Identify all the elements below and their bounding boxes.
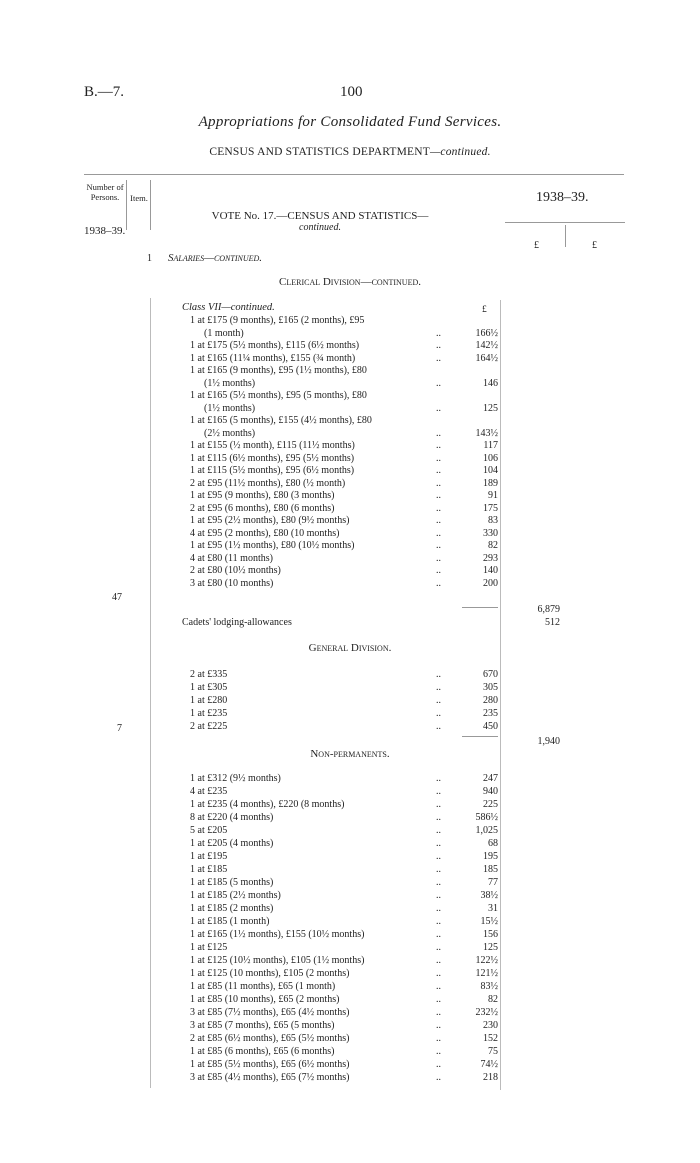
leader-dots: .. xyxy=(436,890,441,901)
row-amount: 195 xyxy=(483,851,498,862)
leader-dots: .. xyxy=(436,1007,441,1018)
leader-dots: .. xyxy=(436,490,441,501)
leader-dots: .. xyxy=(436,1072,441,1083)
row-amount: 293 xyxy=(483,552,498,564)
row-description: 1 at £165 (1½ months), £155 (10½ months) xyxy=(190,929,365,940)
leader-dots: .. xyxy=(436,402,441,414)
leader-dots: .. xyxy=(436,903,441,914)
table-row xyxy=(0,440,700,453)
leader-dots: .. xyxy=(436,695,441,706)
row-amount: 15½ xyxy=(480,916,498,927)
row-description: 1 at £165 (11¼ months), £155 (¾ month) xyxy=(190,352,356,364)
row-description: 1 at £85 (5½ months), £65 (6½ months) xyxy=(190,1059,350,1070)
row-amount: 74½ xyxy=(480,1059,498,1070)
general-heading: General Division. xyxy=(308,642,392,654)
clerical-count: 47 xyxy=(112,592,122,603)
leader-dots: .. xyxy=(436,968,441,979)
item-number: 1 xyxy=(147,253,152,264)
row-description: (1½ months) xyxy=(204,402,256,414)
row-description: 4 at £80 (11 months) xyxy=(190,552,273,564)
header-top-rule xyxy=(84,174,624,175)
row-amount: 142½ xyxy=(475,340,498,351)
row-amount: 940 xyxy=(483,786,498,797)
table-row xyxy=(0,1059,700,1072)
leader-dots: .. xyxy=(436,942,441,953)
general-total: 1,940 xyxy=(537,736,560,747)
row-description: 1 at £95 (9 months), £80 (3 months) xyxy=(190,490,335,501)
row-amount: 38½ xyxy=(480,890,498,901)
row-description: 1 at £312 (9½ months) xyxy=(190,773,281,784)
cadets-label: Cadets' lodging-allowances xyxy=(182,617,292,628)
leader-dots: .. xyxy=(436,527,441,539)
leader-dots: .. xyxy=(436,916,441,927)
leader-dots: .. xyxy=(436,465,441,476)
row-description: 1 at £195 xyxy=(190,851,228,862)
table-row xyxy=(0,890,700,903)
row-description: 1 at £115 (5½ months), £95 (6½ months) xyxy=(190,465,355,476)
row-description: 2 at £335 xyxy=(190,669,228,680)
row-amount: 106 xyxy=(483,452,498,464)
leader-dots: .. xyxy=(436,864,441,875)
row-description: 1 at £165 (5 months), £155 (4½ months), £80 xyxy=(190,415,372,426)
row-description: 1 at £85 (11 months), £65 (1 month) xyxy=(190,981,336,992)
row-amount: 586½ xyxy=(475,812,498,823)
leader-dots: .. xyxy=(436,340,441,351)
table-row xyxy=(0,428,700,441)
row-amount: 218 xyxy=(483,1072,498,1083)
row-description: 1 at £125 (10½ months), £105 (1½ months) xyxy=(190,955,365,966)
leader-dots: .. xyxy=(436,721,441,732)
leader-dots: .. xyxy=(436,377,441,389)
leader-dots: .. xyxy=(436,799,441,810)
leader-dots: .. xyxy=(436,577,441,589)
row-amount: 200 xyxy=(483,577,498,589)
row-amount: 175 xyxy=(483,502,498,514)
leader-dots: .. xyxy=(436,477,441,489)
table-row xyxy=(0,825,700,838)
row-amount: 189 xyxy=(483,477,498,489)
row-description: 1 at £235 xyxy=(190,708,228,719)
clerical-heading: Clerical Division—continued. xyxy=(279,276,421,288)
row-description: 1 at £280 xyxy=(190,695,228,706)
row-amount: 247 xyxy=(483,773,498,784)
row-description: 2 at £95 (6 months), £80 (6 months) xyxy=(190,502,335,514)
row-description: 1 at £95 (2½ months), £80 (9½ months) xyxy=(190,515,350,526)
row-description: 4 at £235 xyxy=(190,786,228,797)
leader-dots: .. xyxy=(436,352,441,364)
leader-dots: .. xyxy=(436,669,441,680)
leader-dots: .. xyxy=(436,565,441,576)
row-description: 1 at £175 (9 months), £165 (2 months), £95 xyxy=(190,315,365,326)
row-amount: 235 xyxy=(483,708,498,719)
leader-dots: .. xyxy=(436,427,441,439)
table-row xyxy=(0,528,700,541)
cadets-total: 512 xyxy=(545,617,560,628)
row-description: 1 at £185 (5 months) xyxy=(190,877,274,888)
row-amount: 156 xyxy=(483,929,498,940)
persons-column-label: Number of Persons. xyxy=(86,182,124,202)
row-amount: 68 xyxy=(488,838,498,849)
row-description: 1 at £95 (1½ months), £80 (10½ months) xyxy=(190,540,355,551)
leader-dots: .. xyxy=(436,452,441,464)
table-row xyxy=(0,390,700,403)
row-amount: 280 xyxy=(483,695,498,706)
table-row xyxy=(0,695,700,708)
year-heading: 1938–39. xyxy=(536,190,589,205)
row-description: 3 at £85 (4½ months), £65 (7½ months) xyxy=(190,1072,350,1083)
table-row xyxy=(0,955,700,968)
table-row xyxy=(0,315,700,328)
leader-dots: .. xyxy=(436,786,441,797)
row-amount: 143½ xyxy=(475,427,498,439)
col-rule-year xyxy=(565,225,566,247)
table-row xyxy=(0,981,700,994)
row-description: 1 at £175 (5½ months), £115 (6½ months) xyxy=(190,340,360,351)
row-amount: 670 xyxy=(483,669,498,680)
leader-dots: .. xyxy=(436,1020,441,1031)
table-row xyxy=(0,1020,700,1033)
row-description: 1 at £115 (6½ months), £95 (5½ months) xyxy=(190,452,355,464)
row-amount: 75 xyxy=(488,1046,498,1057)
page-reference: B.—7. xyxy=(84,84,125,100)
pound-col1: £ xyxy=(534,240,539,251)
vote-title xyxy=(150,210,490,233)
row-amount: 82 xyxy=(488,994,498,1005)
leader-dots: .. xyxy=(436,440,441,451)
table-row xyxy=(0,403,700,416)
row-amount: 146 xyxy=(483,377,498,389)
row-description: (1 month) xyxy=(204,327,244,339)
row-description: 3 at £80 (10 months) xyxy=(190,577,274,589)
leader-dots: .. xyxy=(436,981,441,992)
row-description: 2 at £95 (11½ months), £80 (½ month) xyxy=(190,477,346,489)
table-row xyxy=(0,478,700,491)
col-rule-item xyxy=(150,180,151,230)
clerical-total: 6,879 xyxy=(537,604,560,615)
leader-dots: .. xyxy=(436,877,441,888)
item-column-label: Item. xyxy=(130,193,148,203)
table-row xyxy=(0,565,700,578)
row-description: 1 at £165 (9 months), £95 (1½ months), £80 xyxy=(190,365,367,376)
table-row xyxy=(0,378,700,391)
row-description: 1 at £185 (1 month) xyxy=(190,916,270,927)
row-amount: 121½ xyxy=(475,968,498,979)
table-row xyxy=(0,994,700,1007)
row-description: 1 at £125 xyxy=(190,942,228,953)
table-row xyxy=(0,851,700,864)
table-row xyxy=(0,453,700,466)
leader-dots: .. xyxy=(436,708,441,719)
row-description: 1 at £305 xyxy=(190,682,228,693)
row-amount: 125 xyxy=(483,402,498,414)
row-amount: 230 xyxy=(483,1020,498,1031)
table-row xyxy=(0,812,700,825)
table-row xyxy=(0,515,700,528)
table-row xyxy=(0,503,700,516)
leader-dots: .. xyxy=(436,812,441,823)
row-amount: 122½ xyxy=(475,955,498,966)
row-description: 1 at £235 (4 months), £220 (8 months) xyxy=(190,799,345,810)
row-description: 3 at £85 (7 months), £65 (5 months) xyxy=(190,1020,335,1031)
table-row xyxy=(0,328,700,341)
row-description: 1 at £125 (10 months), £105 (2 months) xyxy=(190,968,350,979)
row-description: 5 at £205 xyxy=(190,825,228,836)
table-row xyxy=(0,708,700,721)
table-row xyxy=(0,1007,700,1020)
year-rule xyxy=(505,222,625,223)
table-row xyxy=(0,540,700,553)
row-amount: 117 xyxy=(483,440,498,451)
table-row xyxy=(0,877,700,890)
table-row xyxy=(0,838,700,851)
leader-dots: .. xyxy=(436,994,441,1005)
leader-dots: .. xyxy=(436,552,441,564)
row-description: 4 at £95 (2 months), £80 (10 months) xyxy=(190,527,340,539)
row-description: 1 at £155 (½ month), £115 (11½ months) xyxy=(190,440,355,451)
row-description: 1 at £205 (4 months) xyxy=(190,838,274,849)
table-row xyxy=(0,465,700,478)
persons-year: 1938–39. xyxy=(84,225,126,237)
vote-title-line2: continued. xyxy=(299,222,341,233)
row-amount: 83 xyxy=(488,515,498,526)
table-row xyxy=(0,942,700,955)
leader-dots: .. xyxy=(436,1033,441,1044)
department-heading xyxy=(0,146,700,158)
row-description: (2½ months) xyxy=(204,427,256,439)
table-row xyxy=(0,578,700,591)
row-description: 3 at £85 (7½ months), £65 (4½ months) xyxy=(190,1007,350,1018)
table-row xyxy=(0,799,700,812)
page-number: 100 xyxy=(340,84,363,100)
row-amount: 31 xyxy=(488,903,498,914)
general-count: 7 xyxy=(117,723,122,734)
row-amount: 1,025 xyxy=(475,825,498,836)
salaries-heading: Salaries—continued. xyxy=(168,252,263,264)
row-amount: 77 xyxy=(488,877,498,888)
col-rule-persons xyxy=(126,180,127,230)
table-row xyxy=(0,365,700,378)
table-row xyxy=(0,340,700,353)
class-heading: Class VII—continued. xyxy=(182,302,275,313)
leader-dots: .. xyxy=(436,1046,441,1057)
row-description: 1 at £165 (5½ months), £95 (5 months), £80 xyxy=(190,390,367,401)
leader-dots: .. xyxy=(436,682,441,693)
leader-dots: .. xyxy=(436,327,441,339)
general-sum-rule xyxy=(462,736,498,737)
row-amount: 164½ xyxy=(475,352,498,364)
row-amount: 305 xyxy=(483,682,498,693)
table-row xyxy=(0,1033,700,1046)
leader-dots: .. xyxy=(436,1059,441,1070)
table-row xyxy=(0,929,700,942)
row-amount: 83½ xyxy=(480,981,498,992)
leader-dots: .. xyxy=(436,929,441,940)
table-row xyxy=(0,1046,700,1059)
table-row xyxy=(0,968,700,981)
row-description: 1 at £185 (2 months) xyxy=(190,903,274,914)
leader-dots: .. xyxy=(436,851,441,862)
table-row xyxy=(0,415,700,428)
row-amount: 152 xyxy=(483,1033,498,1044)
table-row xyxy=(0,916,700,929)
row-description: 1 at £85 (6 months), £65 (6 months) xyxy=(190,1046,335,1057)
row-description: 2 at £85 (6½ months), £65 (5½ months) xyxy=(190,1033,350,1044)
leader-dots: .. xyxy=(436,515,441,526)
row-amount: 185 xyxy=(483,864,498,875)
department-name: CENSUS AND STATISTICS DEPARTMENT xyxy=(209,146,430,158)
row-amount: 232½ xyxy=(475,1007,498,1018)
leader-dots: .. xyxy=(436,502,441,514)
pound-col2: £ xyxy=(592,240,597,251)
row-description: 2 at £225 xyxy=(190,721,228,732)
row-amount: 104 xyxy=(483,465,498,476)
row-amount: 91 xyxy=(488,490,498,501)
row-amount: 166½ xyxy=(475,327,498,339)
table-row xyxy=(0,682,700,695)
vote-title-line1: VOTE No. 17.—CENSUS AND STATISTICS— xyxy=(211,210,429,222)
clerical-sum-rule xyxy=(462,607,498,608)
leader-dots: .. xyxy=(436,955,441,966)
nonperm-heading: Non-permanents. xyxy=(310,748,390,760)
leader-dots: .. xyxy=(436,838,441,849)
row-description: (1½ months) xyxy=(204,377,256,389)
row-description: 1 at £185 xyxy=(190,864,228,875)
department-suffix: —continued. xyxy=(430,146,491,158)
page-title: Appropriations for Consolidated Fund Services. xyxy=(198,114,502,130)
table-row xyxy=(0,1072,700,1085)
leader-dots: .. xyxy=(436,540,441,551)
table-row xyxy=(0,669,700,682)
leader-dots: .. xyxy=(436,773,441,784)
row-amount: 82 xyxy=(488,540,498,551)
row-description: 2 at £80 (10½ months) xyxy=(190,565,281,576)
leader-dots: .. xyxy=(436,825,441,836)
table-row xyxy=(0,553,700,566)
row-description: 1 at £185 (2½ months) xyxy=(190,890,281,901)
table-row xyxy=(0,786,700,799)
table-row xyxy=(0,773,700,786)
row-amount: 125 xyxy=(483,942,498,953)
row-description: 8 at £220 (4 months) xyxy=(190,812,274,823)
row-amount: 140 xyxy=(483,565,498,576)
row-amount: 225 xyxy=(483,799,498,810)
row-description: 1 at £85 (10 months), £65 (2 months) xyxy=(190,994,340,1005)
table-row xyxy=(0,353,700,366)
table-row xyxy=(0,490,700,503)
table-row xyxy=(0,903,700,916)
row-amount: 450 xyxy=(483,721,498,732)
table-row xyxy=(0,864,700,877)
row-amount: 330 xyxy=(483,527,498,539)
pound-mark: £ xyxy=(482,305,487,315)
